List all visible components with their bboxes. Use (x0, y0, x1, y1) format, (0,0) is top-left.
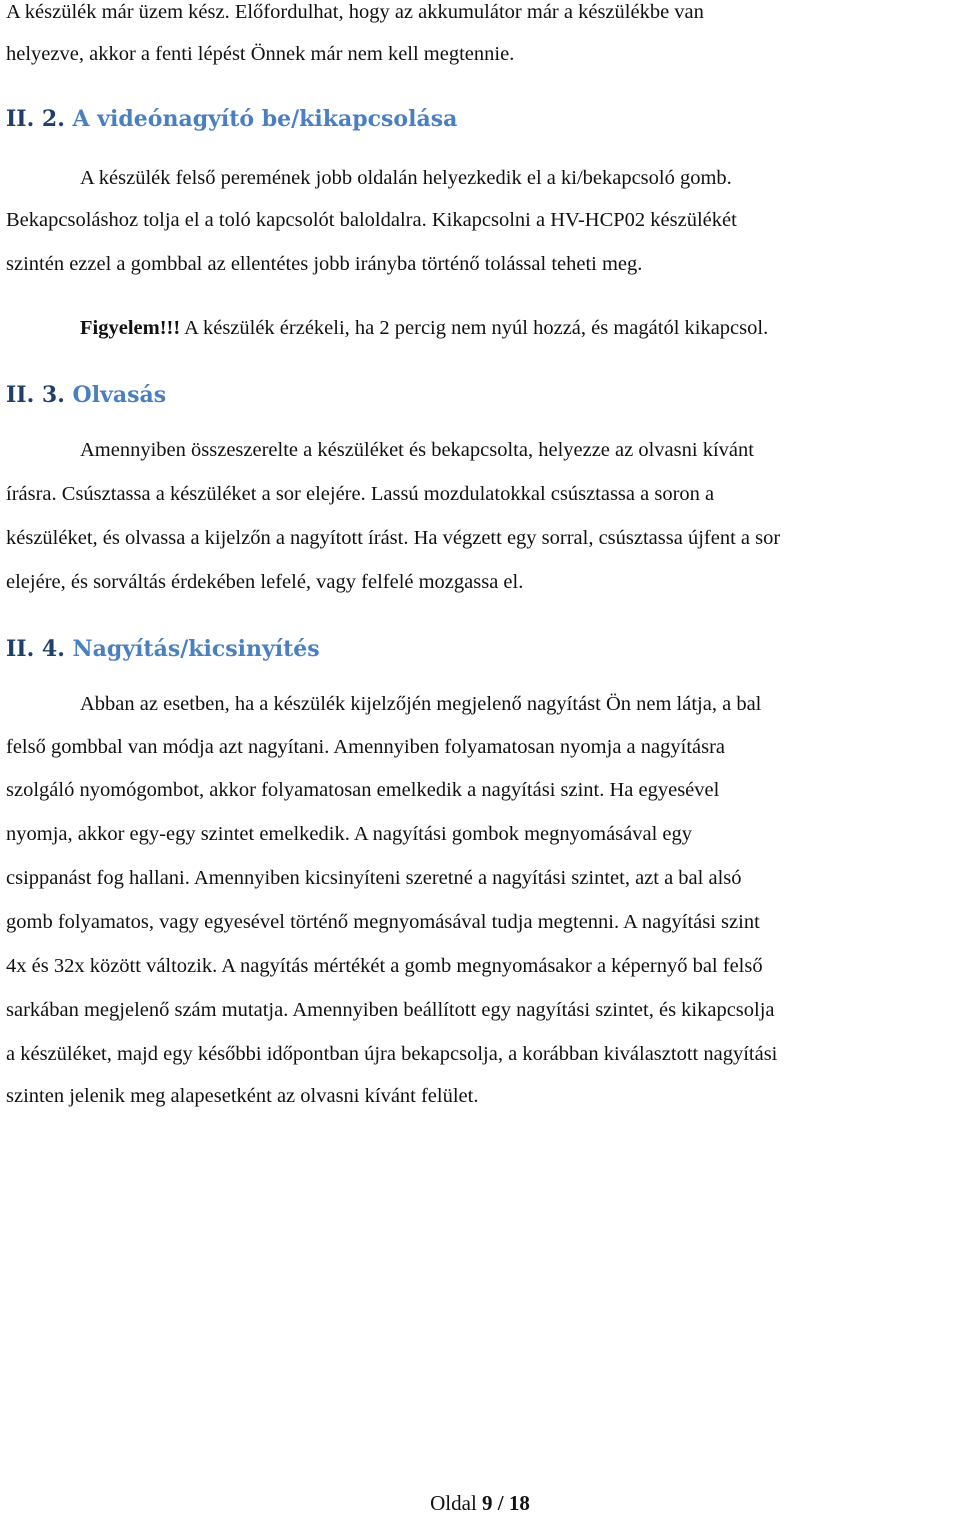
intro-line-1: A készülék már üzem kész. Előfordulhat, hogy az akkumulátor már a készülékbe van (6, 1, 704, 23)
warning-text: A készülék érzékeli, ha 2 percig nem nyúl hozzá, és magától kikapcsol. (180, 317, 769, 339)
total-pages: 18 (508, 1491, 530, 1515)
warning-line (80, 316, 768, 340)
section-title: Nagyítás/kicsinyítés (72, 636, 320, 662)
paragraph-line: felső gombbal van módja azt nagyítani. Amennyiben folyamatosan nyomja a nagyításra (6, 736, 726, 758)
section-number: II. 2. (6, 106, 65, 132)
warning-label: Figyelem!!! (80, 317, 181, 339)
section-number: II. 4. (6, 636, 65, 662)
intro-line-2: helyezve, akkor a fenti lépést Önnek már nem kell megtennie. (6, 43, 515, 65)
section-heading-reading (6, 382, 166, 408)
paragraph-line: szolgáló nyomógombot, akkor folyamatosan emelkedik a nagyítási szint. Ha egyesével (6, 779, 720, 801)
paragraph-line: Amennyiben összeszerelte a készüléket és bekapcsolta, helyezze az olvasni kívánt (80, 439, 754, 461)
paragraph-line: Abban az esetben, ha a készülék kijelzőjén megjelenő nagyítást Ön nem látja, a bal (80, 693, 762, 715)
paragraph-line: a készüléket, majd egy későbbi időpontban újra bekapcsolja, a korábban kiválasztott nagyítási (6, 1043, 778, 1065)
paragraph-line: szinten jelenik meg alapesetként az olvasni kívánt felület. (6, 1085, 479, 1107)
paragraph-line: sarkában megjelenő szám mutatja. Amennyiben beállított egy nagyítási szintet, és kikapcsolja (6, 999, 775, 1021)
section-title: Olvasás (72, 382, 167, 408)
paragraph-line: Bekapcsoláshoz tolja el a toló kapcsolót baloldalra. Kikapcsolni a HV-HCP02 készülékét (6, 209, 737, 231)
section-title: A videónagyító be/kikapcsolása (72, 106, 458, 132)
page-footer (0, 1490, 960, 1516)
paragraph-line: 4x és 32x között változik. A nagyítás mértékét a gomb megnyomásakor a képernyő bal felső (6, 955, 763, 977)
page-separator: / (492, 1491, 509, 1515)
section-heading-power (6, 106, 457, 132)
paragraph-line: készüléket, és olvassa a kijelzőn a nagyított írást. Ha végzett egy sorral, csúsztassa újfent a sor (6, 527, 781, 549)
page-label: Oldal (430, 1491, 483, 1515)
paragraph-line: A készülék felső peremének jobb oldalán helyezkedik el a ki/bekapcsoló gomb. (80, 167, 732, 189)
paragraph-line: írásra. Csúsztassa a készüléket a sor elejére. Lassú mozdulatokkal csúsztassa a soron a (6, 483, 715, 505)
current-page: 9 (482, 1491, 493, 1515)
section-number: II. 3. (6, 382, 65, 408)
paragraph-line: elejére, és sorváltás érdekében lefelé, vagy felfelé mozgassa el. (6, 571, 524, 593)
paragraph-line: szintén ezzel a gombbal az ellentétes jobb irányba történő tolással teheti meg. (6, 253, 643, 275)
paragraph-line: nyomja, akkor egy-egy szintet emelkedik. A nagyítási gombok megnyomásával egy (6, 823, 693, 845)
paragraph-line: csippanást fog hallani. Amennyiben kicsinyíteni szeretné a nagyítási szintet, azt a bal alsó (6, 867, 742, 889)
paragraph-line: gomb folyamatos, vagy egyesével történő megnyomásával tudja megtenni. A nagyítási szint (6, 911, 760, 933)
section-heading-zoom (6, 636, 320, 662)
